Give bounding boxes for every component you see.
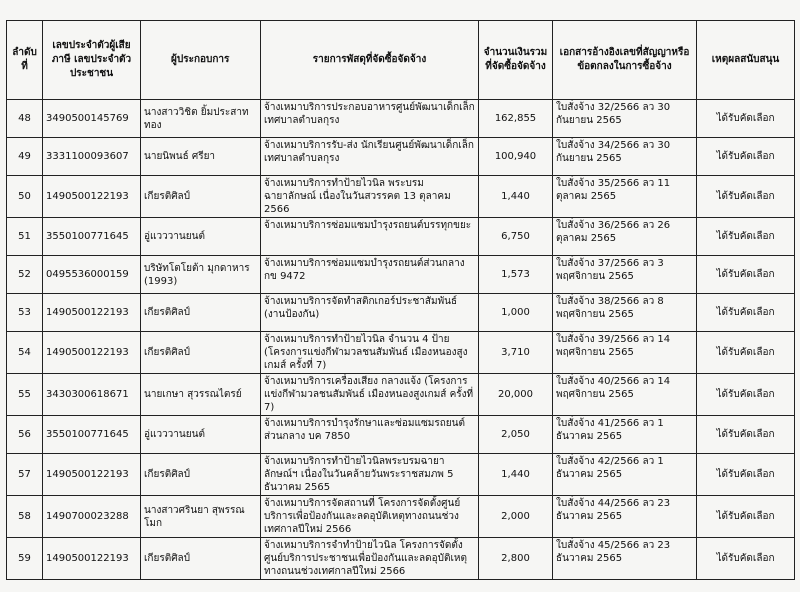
cell-amount: 1,000 (479, 294, 553, 332)
cell-ref: ใบสั่งจ้าง 34/2566 ลว 30 กันยายน 2565 (553, 138, 697, 176)
cell-vendor: อู่แวววานยนต์ (141, 218, 261, 256)
cell-no: 50 (7, 176, 43, 218)
cell-ref: ใบสั่งจ้าง 32/2566 ลว 30 กันยายน 2565 (553, 100, 697, 138)
cell-vendor: นายนิพนธ์ ศรียา (141, 138, 261, 176)
cell-vendor: เกียรติศิลป์ (141, 176, 261, 218)
cell-reason: ได้รับคัดเลือก (697, 416, 795, 454)
table-row (7, 100, 795, 138)
cell-item: จ้างเหมาบริการทำป้ายไวนิล พระบรมฉายาลักษณ์ เนื่องในวันสวรรคต 13 ตุลาคม 2566 (261, 176, 479, 218)
header-reason: เหตุผลสนับสนุน (697, 21, 795, 100)
cell-ref: ใบสั่งจ้าง 44/2566 ลว 23 ธันวาคม 2565 (553, 496, 697, 538)
cell-vendor: เกียรติศิลป์ (141, 332, 261, 374)
cell-taxid: 1490500122193 (43, 454, 141, 496)
header-no: ลำดับที่ (7, 21, 43, 100)
cell-vendor: เกียรติศิลป์ (141, 454, 261, 496)
table-row (7, 218, 795, 256)
cell-reason: ได้รับคัดเลือก (697, 100, 795, 138)
cell-reason: ได้รับคัดเลือก (697, 332, 795, 374)
cell-taxid: 0495536000159 (43, 256, 141, 294)
cell-taxid: 1490500122193 (43, 294, 141, 332)
table-row (7, 416, 795, 454)
cell-no: 54 (7, 332, 43, 374)
cell-vendor: เกียรติศิลป์ (141, 538, 261, 580)
table-row (7, 256, 795, 294)
table-row (7, 138, 795, 176)
cell-taxid: 1490500122193 (43, 332, 141, 374)
cell-ref: ใบสั่งจ้าง 40/2566 ลว 14 พฤศจิกายน 2565 (553, 374, 697, 416)
cell-taxid: 3331100093607 (43, 138, 141, 176)
cell-reason: ได้รับคัดเลือก (697, 218, 795, 256)
cell-amount: 2,800 (479, 538, 553, 580)
table-row (7, 454, 795, 496)
cell-vendor: อู่แวววานยนต์ (141, 416, 261, 454)
cell-vendor: เกียรติศิลป์ (141, 294, 261, 332)
cell-taxid: 3550100771645 (43, 416, 141, 454)
table-row (7, 332, 795, 374)
header-taxid: เลขประจำตัวผู้เสียภาษี เลขประจำตัวประชาชน (43, 21, 141, 100)
cell-ref: ใบสั่งจ้าง 41/2566 ลว 1 ธันวาคม 2565 (553, 416, 697, 454)
cell-no: 52 (7, 256, 43, 294)
header-vendor: ผู้ประกอบการ (141, 21, 261, 100)
cell-amount: 1,440 (479, 176, 553, 218)
cell-item: จ้างเหมาบริการจัดสถานที่ โครงการจัดตั้งศูนย์บริการเพื่อป้องกันและลดอุบัติเหตุทางถนนช่วงเทศกาลปีใหม่ 2566 (261, 496, 479, 538)
cell-no: 48 (7, 100, 43, 138)
table-row (7, 374, 795, 416)
table-row (7, 176, 795, 218)
cell-no: 56 (7, 416, 43, 454)
cell-item: จ้างเหมาบริการจำทำป้ายไวนิล โครงการจัดตั้งศูนย์บริการประชาชนเพื่อป้องกันและลดอุบัติเหตุทางถนนช่วงเทศกาลปีใหม่ 2566 (261, 538, 479, 580)
table-row (7, 538, 795, 580)
cell-ref: ใบสั่งจ้าง 38/2566 ลว 8 พฤศจิกายน 2565 (553, 294, 697, 332)
table-row (7, 294, 795, 332)
cell-amount: 1,573 (479, 256, 553, 294)
cell-reason: ได้รับคัดเลือก (697, 454, 795, 496)
cell-reason: ได้รับคัดเลือก (697, 138, 795, 176)
cell-reason: ได้รับคัดเลือก (697, 496, 795, 538)
cell-amount: 6,750 (479, 218, 553, 256)
cell-vendor: บริษัทโตโยต้า มุกดาหาร (1993) (141, 256, 261, 294)
cell-no: 53 (7, 294, 43, 332)
cell-item: จ้างเหมาบริการซ่อมแซมบำรุงรถยนต์ส่วนกลาง กข 9472 (261, 256, 479, 294)
cell-ref: ใบสั่งจ้าง 35/2566 ลว 11 ตุลาคม 2565 (553, 176, 697, 218)
cell-item: จ้างเหมาบริการจัดทำสติกเกอร์ประชาสัมพันธ์ (งานป้องกัน) (261, 294, 479, 332)
header-amount: จำนวนเงินรวมที่จัดซื้อจัดจ้าง (479, 21, 553, 100)
cell-ref: ใบสั่งจ้าง 37/2566 ลว 3 พฤศจิกายน 2565 (553, 256, 697, 294)
cell-vendor: นางสาวศรินยา สุพรรณโมก (141, 496, 261, 538)
header-item: รายการพัสดุที่จัดซื้อจัดจ้าง (261, 21, 479, 100)
cell-amount: 2,050 (479, 416, 553, 454)
cell-no: 55 (7, 374, 43, 416)
cell-vendor: นายเกษา สุวรรณไตรย์ (141, 374, 261, 416)
cell-taxid: 1490700023288 (43, 496, 141, 538)
cell-item: จ้างเหมาบริการทำป้ายไวนิลพระบรมฉายาลักษณ์ฯ เนื่องในวันคล้ายวันพระราชสมภพ 5 ธันวาคม 2565 (261, 454, 479, 496)
cell-amount: 20,000 (479, 374, 553, 416)
cell-ref: ใบสั่งจ้าง 45/2566 ลว 23 ธันวาคม 2565 (553, 538, 697, 580)
cell-vendor: นางสาววิชิต ยิ้มประสาททอง (141, 100, 261, 138)
cell-item: จ้างเหมาบริการประกอบอาหารศูนย์พัฒนาเด็กเล็กเทศบาลตำบลกุรง (261, 100, 479, 138)
cell-item: จ้างเหมาบริการทำป้ายไวนิล จำนวน 4 ป้าย (โครงการแข่งกีฬามวลชนสัมพันธ์ เมืองหนองสูงเกมส์ ครั้งที่ 7) (261, 332, 479, 374)
cell-amount: 100,940 (479, 138, 553, 176)
cell-reason: ได้รับคัดเลือก (697, 538, 795, 580)
cell-no: 59 (7, 538, 43, 580)
cell-no: 58 (7, 496, 43, 538)
cell-item: จ้างเหมาบริการบำรุงรักษาและซ่อมแซมรถยนต์ส่วนกลาง บค 7850 (261, 416, 479, 454)
cell-amount: 162,855 (479, 100, 553, 138)
table-header-row (7, 21, 795, 100)
procurement-table (6, 20, 795, 580)
cell-reason: ได้รับคัดเลือก (697, 256, 795, 294)
cell-amount: 1,440 (479, 454, 553, 496)
cell-taxid: 3490500145769 (43, 100, 141, 138)
cell-no: 49 (7, 138, 43, 176)
table-row (7, 496, 795, 538)
cell-reason: ได้รับคัดเลือก (697, 176, 795, 218)
cell-item: จ้างเหมาบริการซ่อมแซมบำรุงรถยนต์บรรทุกขยะ (261, 218, 479, 256)
cell-amount: 3,710 (479, 332, 553, 374)
cell-taxid: 3550100771645 (43, 218, 141, 256)
cell-no: 51 (7, 218, 43, 256)
cell-reason: ได้รับคัดเลือก (697, 294, 795, 332)
cell-ref: ใบสั่งจ้าง 42/2566 ลว 1 ธันวาคม 2565 (553, 454, 697, 496)
cell-ref: ใบสั่งจ้าง 39/2566 ลว 14 พฤศจิกายน 2565 (553, 332, 697, 374)
cell-taxid: 1490500122193 (43, 176, 141, 218)
cell-reason: ได้รับคัดเลือก (697, 374, 795, 416)
cell-item: จ้างเหมาบริการรับ-ส่ง นักเรียนศูนย์พัฒนาเด็กเล็กเทศบาลตำบลกุรง (261, 138, 479, 176)
cell-amount: 2,000 (479, 496, 553, 538)
cell-taxid: 3430300618671 (43, 374, 141, 416)
cell-item: จ้างเหมาบริการเครื่องเสียง กลางแจ้ง (โครงการแข่งกีฬามวลชนสัมพันธ์ เมืองหนองสูงเกมส์ ครั้งที่ 7) (261, 374, 479, 416)
cell-ref: ใบสั่งจ้าง 36/2566 ลว 26 ตุลาคม 2565 (553, 218, 697, 256)
cell-no: 57 (7, 454, 43, 496)
header-ref: เอกสารอ้างอิงเลขที่สัญญาหรือข้อตกลงในการซื้อจ้าง (553, 21, 697, 100)
cell-taxid: 1490500122193 (43, 538, 141, 580)
